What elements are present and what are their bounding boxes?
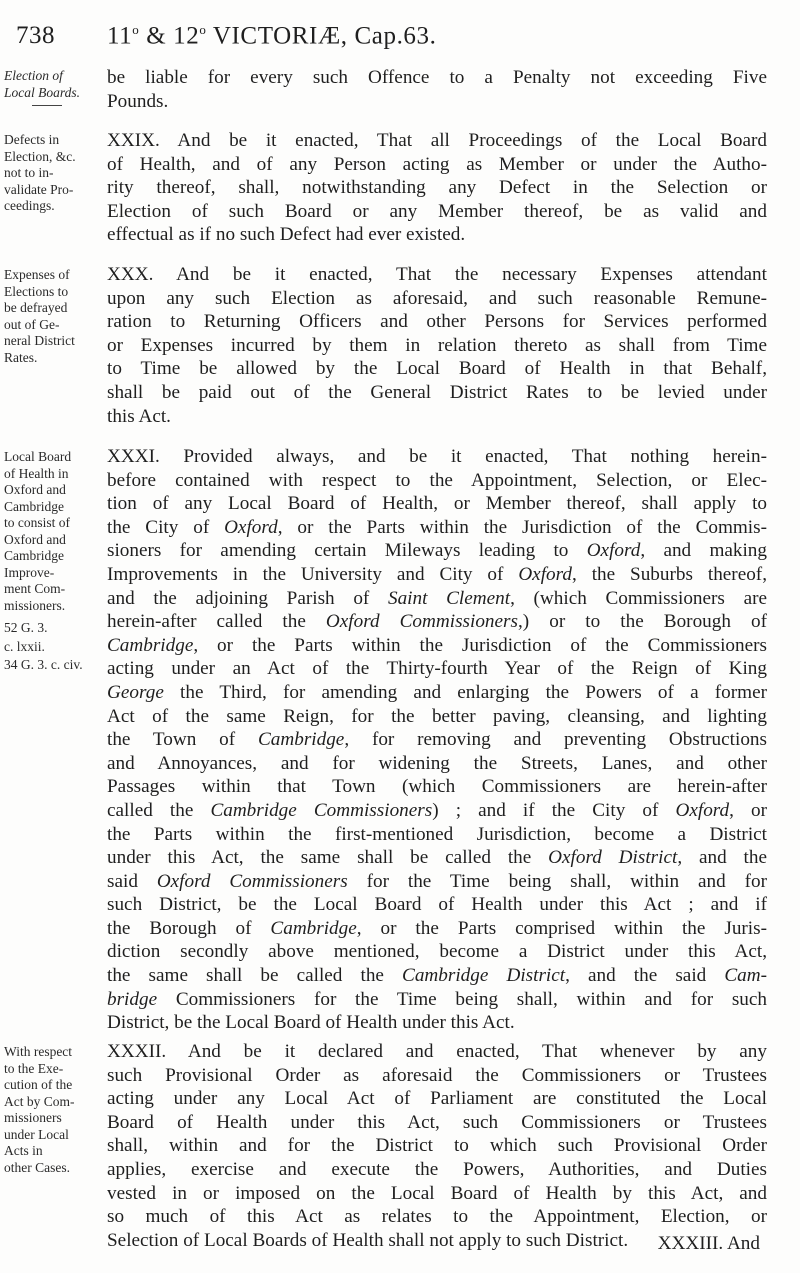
margin-note: Defects in Election, &c. not to in- validate Pro- ceedings. bbox=[4, 132, 76, 213]
margin-note: Expenses of Elections to be defrayed out of Ge- neral District Rates. bbox=[4, 267, 75, 365]
catchword: XXXIII. And bbox=[657, 1233, 760, 1254]
statute-reference: c. lxxii. bbox=[4, 638, 45, 654]
section-text: be liable for every such Offence to a Penalty not exceeding Five Pounds. bbox=[107, 67, 767, 112]
margin-note: With respect to the Exe- cution of the Act by Com- missioners under Local Acts in other Cases. bbox=[4, 1044, 75, 1175]
statute-reference: 34 G. 3. c. civ. bbox=[4, 657, 83, 672]
section-text: XXIX. And be it enacted, That all Proceedings of the Local Board of Health, and of any Person acting as Member or under the Autho- rity thereof, shall, notwithstanding any Defect in the Selection or Election of such Board or any Member thereof, be as valid and effectual as if no such Defect had ever existed. bbox=[107, 130, 767, 246]
section-text: XXXII. And be it declared and enacted, That whenever by any such Provisional Order as aforesaid the Commissioners or Trustees acting under any Local Act of Parliament are constituted the Local Board of Health under this Act, such Commissioners or Trustees shall, within and for the District to which such Provisional Order applies, exercise and execute the Powers, Authorities, and Duties vested in or imposed on the Local Board of Health by this Act, and so much of this Act as relates to the Appointment, Election, or Selection of Local Boards of Health shall not apply to such District. bbox=[107, 1041, 767, 1251]
statute-reference: 52 G. 3. bbox=[4, 620, 48, 635]
margin-note: Election of Local Boards. bbox=[4, 68, 92, 106]
rule bbox=[32, 105, 62, 106]
section-text: XXX. And be it enacted, That the necessary Expenses attendant upon any such Election as aforesaid, and such reasonable Remune- ration to Returning Officers and other Persons for Services performed or Expenses incurred by them in relation thereto as shall from Time to Time be allowed by the Local Board of Health in that Behalf, shall be paid out of the General District Rates to be levied under this Act. bbox=[107, 264, 767, 427]
running-title: 11$^o$ & 12$^o$ VICTORIÆ, Cap.63. bbox=[107, 22, 437, 50]
page-number: 738 bbox=[16, 22, 55, 49]
section-text: XXXI. Provided always, and be it enacted, That nothing herein- before contained with respect to the Appointment, Selection, or Elec- tion of any Local Board of Health, or Member thereof, shall apply to the City of Oxford, or the Parts within the Jurisdiction of the Commis- sioners for amending certain Mileways leading to Oxford, and making Improvements in the University and City of Oxford, the Suburbs thereof, and the adjoining Parish of Saint Clement, (which Commissioners are herein-after called the Oxford Commissioners,) or to the Borough of Cambridge, or the Parts within the Jurisdiction of the Commissioners acting under an Act of the Thirty-fourth Year of the Reign of King George the Third, for amending and enlarging the Powers of a former Act of the same Reign, for the better paving, cleansing, and lighting the Town of Cambridge, for removing and preventing Obstructions and Annoyances, and for widening the Streets, Lanes, and other Passages within that Town (which Commissioners are herein-after called the Cambridge Commissioners) ; and if the City of Oxford, or the Parts within the first-mentioned Jurisdiction, become a District under this Act, the same shall be called the Oxford District, and the said Oxford Commissioners for the Time being shall, within and for such District, be the Local Board of Health under this Act ; and if the Borough of Cambridge, or the Parts comprised within the Juris- diction secondly above mentioned, become a District under this Act, the same shall be called the Cambridge District, and the said Cam- bridge Commissioners for the Time being shall, within and for such District, be the Local Board of Health under this Act. bbox=[107, 446, 768, 1034]
running-header bbox=[0, 22, 800, 58]
margin-note: Local Board of Health in Oxford and Cambridge to consist of Oxford and Cambridge Improve- ment Com- missioners. 52 G. 3. c. lxxii. 34 G. 3. c. civ. bbox=[4, 449, 92, 674]
